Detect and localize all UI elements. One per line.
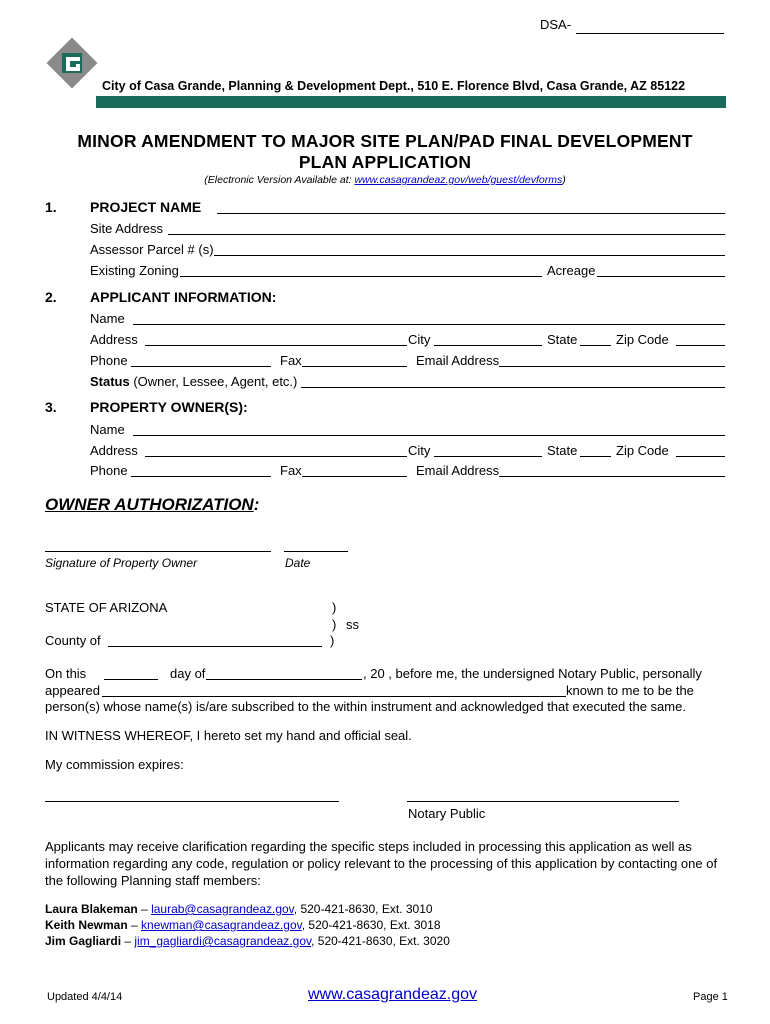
owner-zip-label: Zip Code bbox=[616, 443, 669, 458]
applicant-email-label: Email Address bbox=[416, 353, 500, 368]
county-field[interactable] bbox=[108, 646, 322, 647]
dsa-label: DSA- bbox=[540, 17, 572, 32]
owner-address-label: Address bbox=[90, 443, 138, 458]
owner-fax-label: Fax bbox=[280, 463, 302, 478]
date-label: Date bbox=[285, 556, 311, 570]
owner-phone-field[interactable] bbox=[131, 476, 271, 477]
contact-email-link[interactable]: jim_gagliardi@casagrandeaz.gov bbox=[134, 934, 312, 948]
owner-name-field[interactable] bbox=[133, 435, 725, 436]
section1-number: 1. bbox=[45, 199, 57, 215]
month-field[interactable] bbox=[206, 679, 362, 680]
persons-text: person(s) whose name(s) is/are subscribed to the within instrument and acknowledged that executed the same. bbox=[45, 699, 686, 714]
applicant-phone-field[interactable] bbox=[131, 366, 271, 367]
contact-row: Jim Gagliardi – jim_gagliardi@casagrandeaz.gov, 520-421-8630, Ext. 3020 bbox=[45, 934, 450, 948]
site-address-field[interactable] bbox=[168, 234, 725, 235]
signature-field[interactable] bbox=[45, 551, 271, 552]
applicant-phone-label: Phone bbox=[90, 353, 128, 368]
contacts-intro-1: Applicants may receive clarification regarding the specific steps included in processing this application as well as bbox=[45, 839, 692, 854]
project-name-label: PROJECT NAME bbox=[90, 199, 202, 215]
assessor-parcel-field[interactable] bbox=[214, 255, 725, 256]
section3-number: 3. bbox=[45, 399, 57, 415]
existing-zoning-label: Existing Zoning bbox=[90, 263, 179, 278]
state-of-arizona: STATE OF ARIZONA bbox=[45, 600, 168, 615]
owner-authorization-heading: OWNER AUTHORIZATION: bbox=[45, 495, 260, 514]
contact-row: Keith Newman – knewman@casagrandeaz.gov, 520-421-8630, Ext. 3018 bbox=[45, 918, 441, 932]
paren-3: ) bbox=[330, 633, 335, 648]
applicant-fax-field[interactable] bbox=[302, 366, 407, 367]
project-name-field[interactable] bbox=[217, 213, 725, 214]
notary-signature-field[interactable] bbox=[407, 801, 679, 802]
notary-public-label: Notary Public bbox=[408, 806, 486, 821]
devforms-link[interactable]: www.casagrandeaz.gov/web/guest/devforms bbox=[354, 174, 563, 186]
site-address-label: Site Address bbox=[90, 221, 163, 236]
appeared-field[interactable] bbox=[102, 696, 566, 697]
owner-address-field[interactable] bbox=[145, 456, 407, 457]
applicant-state-field[interactable] bbox=[580, 345, 611, 346]
county-label: County of bbox=[45, 633, 101, 648]
title-line2: PLAN APPLICATION bbox=[298, 152, 472, 172]
applicant-name-label: Name bbox=[90, 311, 125, 326]
owner-email-field[interactable] bbox=[499, 476, 725, 477]
dsa-field[interactable] bbox=[576, 33, 724, 34]
applicant-city-field[interactable] bbox=[434, 345, 542, 346]
contact-row: Laura Blakeman – laurab@casagrandeaz.gov, 520-421-8630, Ext. 3010 bbox=[45, 902, 433, 916]
owner-fax-field[interactable] bbox=[302, 476, 407, 477]
applicant-state-label: State bbox=[547, 332, 578, 347]
assessor-parcel-label: Assessor Parcel # (s) bbox=[90, 242, 214, 257]
commission-field[interactable] bbox=[45, 801, 339, 802]
applicant-info-heading: APPLICANT INFORMATION: bbox=[90, 289, 277, 305]
applicant-status-field[interactable] bbox=[301, 387, 725, 388]
owner-state-field[interactable] bbox=[580, 456, 611, 457]
section2-number: 2. bbox=[45, 289, 57, 305]
updated-date: Updated 4/4/14 bbox=[47, 991, 123, 1003]
on-this-label: On this bbox=[45, 666, 87, 681]
electronic-version-note: (Electronic Version Available at: www.casagrandeaz.gov/web/guest/devforms) bbox=[204, 174, 566, 186]
city-logo-icon bbox=[46, 37, 98, 89]
header-bar bbox=[96, 96, 726, 108]
appeared-label: appeared bbox=[45, 683, 100, 698]
owner-city-label: City bbox=[408, 443, 431, 458]
header-address: City of Casa Grande, Planning & Development Dept., 510 E. Florence Blvd, Casa Grande, AZ 85122 bbox=[102, 79, 686, 93]
existing-zoning-field[interactable] bbox=[180, 276, 542, 277]
contact-email-link[interactable]: knewman@casagrandeaz.gov bbox=[141, 918, 302, 932]
owner-state-label: State bbox=[547, 443, 578, 458]
witness-text: IN WITNESS WHEREOF, I hereto set my hand and official seal. bbox=[45, 728, 412, 743]
applicant-name-field[interactable] bbox=[133, 324, 725, 325]
day-field[interactable] bbox=[104, 679, 158, 680]
applicant-zip-label: Zip Code bbox=[616, 332, 669, 347]
applicant-fax-label: Fax bbox=[280, 353, 302, 368]
year-text: , 20 , before me, the undersigned Notary Public, personally bbox=[363, 666, 702, 681]
page-number: Page 1 bbox=[693, 991, 728, 1003]
day-of-label: day of bbox=[170, 666, 206, 681]
applicant-address-field[interactable] bbox=[145, 345, 407, 346]
paren-2: ) bbox=[332, 617, 337, 632]
owner-email-label: Email Address bbox=[416, 463, 500, 478]
signature-label: Signature of Property Owner bbox=[45, 556, 198, 570]
applicant-city-label: City bbox=[408, 332, 431, 347]
applicant-email-field[interactable] bbox=[499, 366, 725, 367]
owner-name-label: Name bbox=[90, 422, 125, 437]
website-link[interactable]: www.casagrandeaz.gov bbox=[308, 986, 477, 1003]
known-text: known to me to be the bbox=[566, 683, 694, 698]
ss-label: ss bbox=[346, 617, 359, 632]
title-line1: MINOR AMENDMENT TO MAJOR SITE PLAN/PAD FINAL DEVELOPMENT bbox=[77, 131, 693, 151]
owner-phone-label: Phone bbox=[90, 463, 128, 478]
contacts-intro-2: information regarding any code, regulation or policy relevant to the processing of this application by contacting one of bbox=[45, 856, 718, 871]
applicant-zip-field[interactable] bbox=[676, 345, 725, 346]
property-owner-heading: PROPERTY OWNER(S): bbox=[90, 399, 248, 415]
acreage-field[interactable] bbox=[597, 276, 725, 277]
applicant-address-label: Address bbox=[90, 332, 138, 347]
commission-text: My commission expires: bbox=[45, 757, 184, 772]
paren-1: ) bbox=[332, 600, 337, 615]
acreage-label: Acreage bbox=[547, 263, 596, 278]
owner-city-field[interactable] bbox=[434, 456, 542, 457]
applicant-status-label: Status (Owner, Lessee, Agent, etc.) bbox=[90, 374, 298, 389]
signature-date-field[interactable] bbox=[284, 551, 348, 552]
contact-email-link[interactable]: laurab@casagrandeaz.gov bbox=[151, 902, 294, 916]
owner-zip-field[interactable] bbox=[676, 456, 725, 457]
contacts-intro-3: the following Planning staff members: bbox=[45, 873, 261, 888]
